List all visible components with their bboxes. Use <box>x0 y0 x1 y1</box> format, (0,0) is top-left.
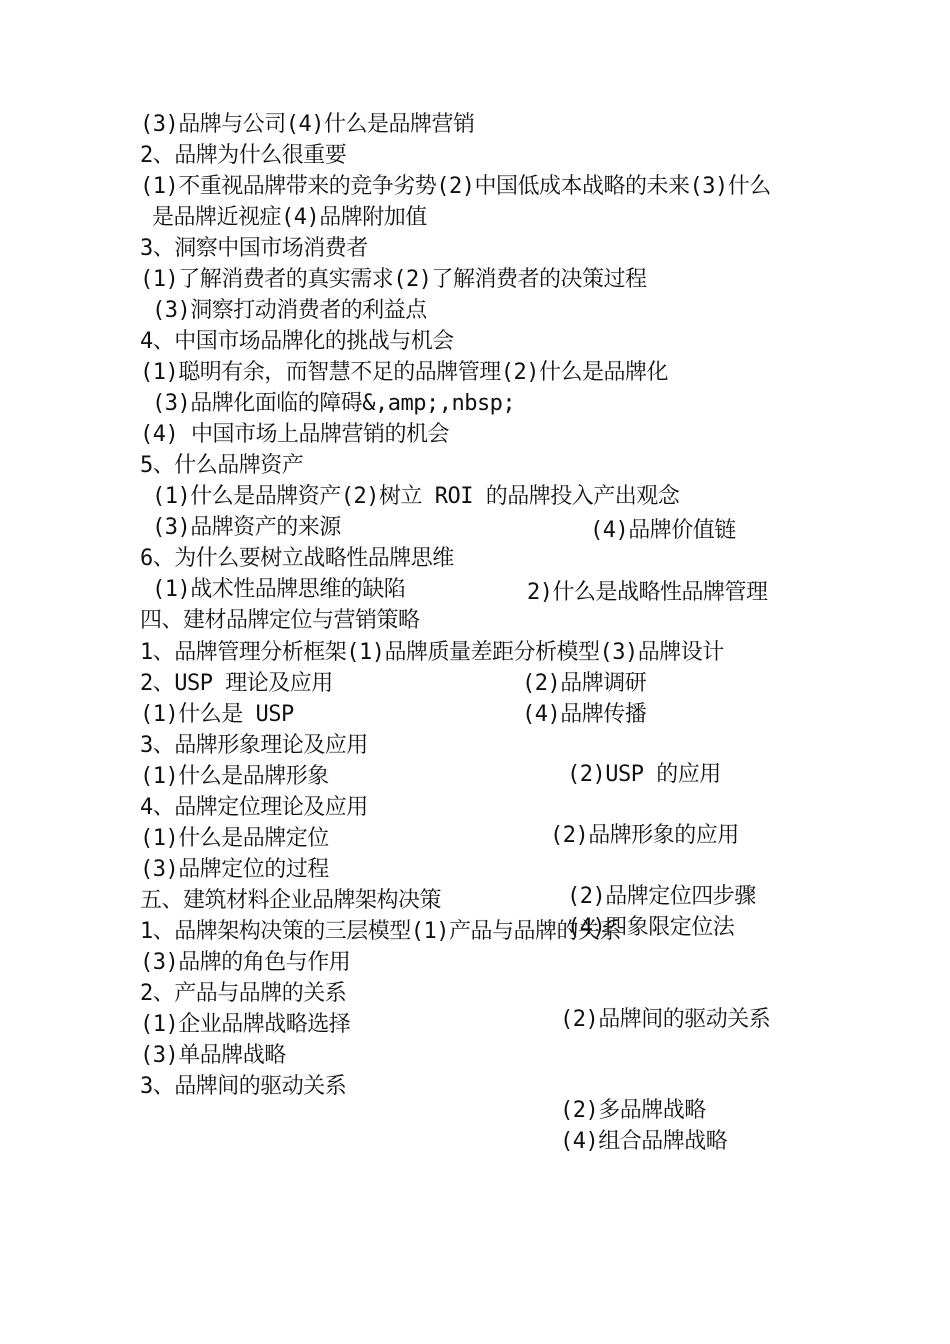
text-line: (4)品牌传播 <box>522 702 647 727</box>
text-line: 4、品牌定位理论及应用 <box>140 795 368 820</box>
text-line: (4)组合品牌战略 <box>560 1129 728 1154</box>
text-line: (2)多品牌战略 <box>560 1098 706 1123</box>
text-line: (1)什么是品牌形象 <box>140 764 329 789</box>
text-line: 1、品牌管理分析框架(1)品牌质量差距分析模型(3)品牌设计 <box>140 640 724 665</box>
text-line: (3)品牌化面临的障碍&,amp;,nbsp; <box>152 391 516 416</box>
text-line: 3、品牌间的驱动关系 <box>140 1074 347 1099</box>
text-line: (3)品牌与公司(4)什么是品牌营销 <box>140 112 475 137</box>
text-line: 1、品牌架构决策的三层模型(1)产品与品牌的关系 <box>140 919 621 944</box>
text-line: (2)品牌形象的应用 <box>550 823 739 848</box>
text-line: (2)品牌调研 <box>522 671 647 696</box>
text-line: (1)企业品牌战略选择 <box>140 1012 351 1037</box>
text-line: (1)聪明有余，而智慧不足的品牌管理(2)什么是品牌化 <box>140 360 668 385</box>
text-line: 是品牌近视症(4)品牌附加值 <box>152 205 427 230</box>
text-line: (1)什么是品牌定位 <box>140 826 329 851</box>
text-line: (1)了解消费者的真实需求(2)了解消费者的决策过程 <box>140 267 647 292</box>
text-line: (1)不重视品牌带来的竞争劣势(2)中国低成本战略的未来(3)什么 <box>140 174 771 199</box>
text-line: (3)洞察打动消费者的利益点 <box>152 298 427 323</box>
text-line: (1)战术性品牌思维的缺陷 <box>152 577 406 602</box>
text-line: (1)什么是 USP <box>140 702 294 727</box>
text-line: 3、品牌形象理论及应用 <box>140 733 368 758</box>
text-line: 2)什么是战略性品牌管理 <box>527 580 768 605</box>
text-line: 2、品牌为什么很重要 <box>140 143 347 168</box>
text-line: (3)品牌资产的来源 <box>152 515 341 540</box>
text-line: 5、什么品牌资产 <box>140 453 304 478</box>
text-line: 4、中国市场品牌化的挑战与机会 <box>140 329 454 354</box>
text-line: 2、产品与品牌的关系 <box>140 981 347 1006</box>
text-line: 五、建筑材料企业品牌架构决策 <box>140 888 442 913</box>
text-line: (3)品牌定位的过程 <box>140 857 329 882</box>
text-line: 2、USP 理论及应用 <box>140 671 333 696</box>
text-line: 6、为什么要树立战略性品牌思维 <box>140 546 454 571</box>
text-line: (2)品牌定位四步骤 <box>567 884 756 909</box>
text-line: (1)什么是品牌资产(2)树立 ROI 的品牌投入产出观念 <box>152 484 680 509</box>
text-line: (2)品牌间的驱动关系 <box>560 1007 771 1032</box>
text-line: (3)单品牌战略 <box>140 1043 286 1068</box>
text-line: 3、洞察中国市场消费者 <box>140 236 368 261</box>
text-line: (4)品牌价值链 <box>590 518 736 543</box>
text-line: (4)四象限定位法 <box>567 915 735 940</box>
text-line: (4) 中国市场上品牌营销的机会 <box>140 422 449 447</box>
text-line: (3)品牌的角色与作用 <box>140 950 351 975</box>
text-line: (2)USP 的应用 <box>567 762 721 787</box>
text-line: 四、建材品牌定位与营销策略 <box>140 608 420 633</box>
